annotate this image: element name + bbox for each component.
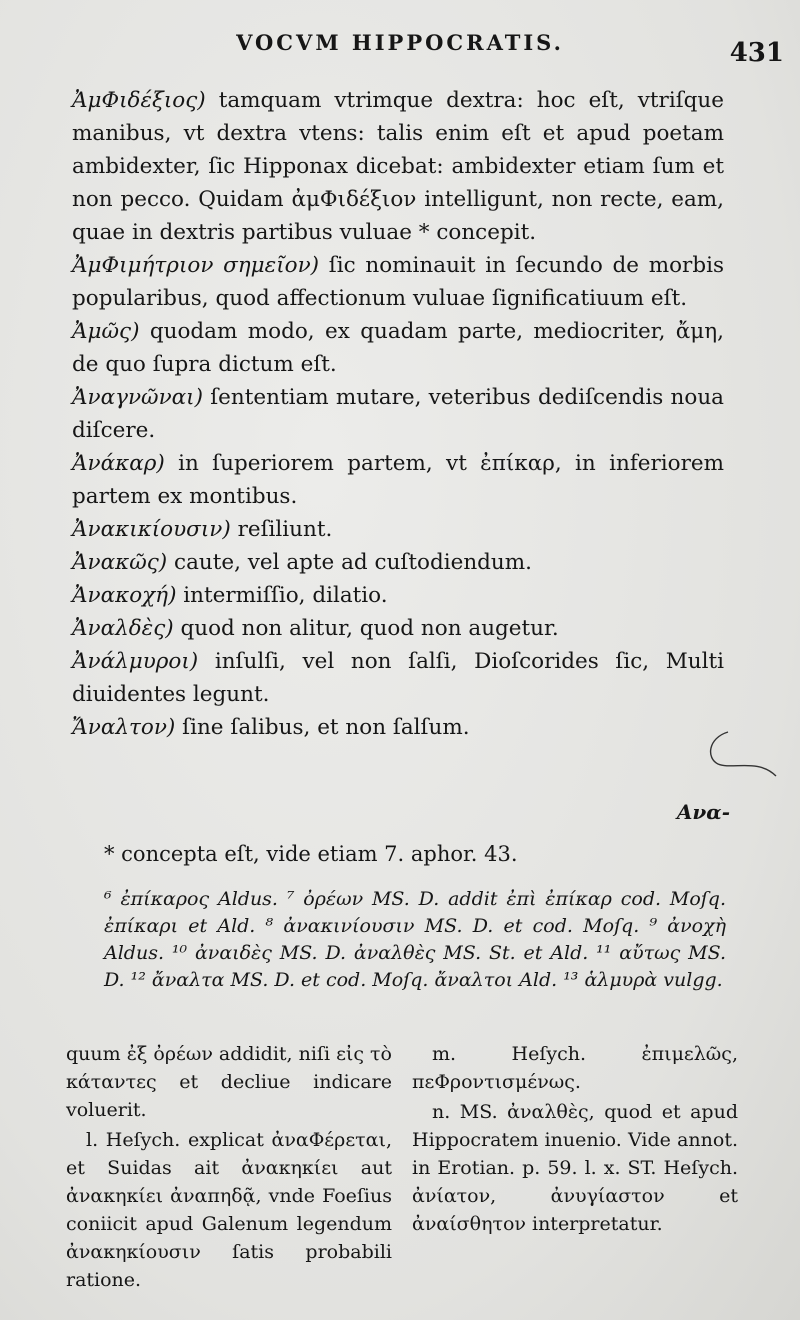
entry-head: ἈμΦιμήτριον σημεῖον) — [72, 253, 320, 278]
entry-text: quod non alitur, quod non augetur. — [173, 616, 559, 641]
entry — [72, 315, 724, 381]
entry-head: Ἀνάκαρ) — [72, 451, 165, 476]
variant-readings: ⁶ ἐπίκαρος Aldus. ⁷ ὀρέων MS. D. addit ἐπὶ ἐπίκαρ cod. Moſq. ἐπίκαρι et Ald. ⁸ ἀνακινίουσιν MS. D. et cod. Moſq. ⁹ ἀνοχὴ Aldus. ¹⁰ ἀναιδὲς MS. D. ἀναλθὲς MS. St. et Ald. ¹¹ αὔτως MS. D. ¹² ἄναλτα MS. D. et cod. Moſq. ἄναλτοι Ald. ¹³ ἁλμυρὰ vulgg. — [104, 888, 726, 991]
entry — [72, 645, 724, 711]
footnote: quum ἐξ ὀρέων addidit, niſi εἰς τὸ κάταντες et decliue indicare voluerit. — [66, 1043, 392, 1121]
entry-text: quodam modo, ex quadam parte, mediocriter, ἄμη, de quo ſupra dictum eſt. — [72, 319, 724, 377]
footnotes-left-column — [66, 1040, 392, 1296]
entry-head: Ἀνακικίουσιν) — [72, 517, 231, 542]
entry — [72, 513, 724, 546]
entry — [72, 612, 724, 645]
entry — [72, 579, 724, 612]
catchword: Ανα- — [676, 800, 730, 824]
entry — [72, 381, 724, 447]
entry-text: ſic nominauit in ſecundo de morbis popularibus, quod affectionum vuluae ſignificatiuum eſt. — [72, 253, 725, 311]
entry-head: Ἀνακῶς) — [72, 550, 168, 575]
running-head: VOCVM HIPPOCRATIS. — [236, 30, 564, 55]
page-number: 431 — [729, 38, 784, 68]
entry-text: intermiſſio, dilatio. — [176, 583, 388, 608]
entry-text: tamquam vtrimque dextra: hoc eſt, vtriſque manibus, vt dextra vtens: talis enim eſt et apud poetam ambidexter, ſic Hipponax dicebat: ambidexter etiam ſum et non pecco. Quidam ἀμΦιδέξιον intelligunt, non recte, eam, quae in dextris partibus vuluae * concepit. — [72, 88, 724, 245]
entry — [72, 711, 724, 744]
footnotes-right-column — [412, 1040, 738, 1240]
entry-text: ſententiam mutare, veteribus dediſcendis noua diſcere. — [72, 385, 724, 443]
entry-text: reſiliunt. — [230, 517, 333, 542]
entry-head: Ἀναγνῶναι) — [72, 385, 203, 410]
entry — [72, 84, 724, 249]
entry-head: Ἀνάλμυροι) — [72, 649, 199, 674]
entry-head: Ἀνακοχή) — [72, 583, 177, 608]
entry-text: in ſuperiorem partem, vt ἐπίκαρ, in inferiorem partem ex montibus. — [72, 451, 724, 509]
entry-head: Ἄναλτον) — [72, 715, 176, 740]
entry-text: caute, vel apte ad cuſtodiendum. — [167, 550, 533, 575]
entry — [72, 447, 724, 513]
entry-head: ἈμΦιδέξιος) — [72, 88, 206, 113]
footnote-star: * concepta eſt, vide etiam 7. aphor. 43. — [104, 842, 518, 866]
entry — [72, 546, 724, 579]
entry-head: Ἀναλδὲς) — [72, 616, 174, 641]
entry-text: inſulſi, vel non ſalſi, Dioſcorides ſic, Multi diuidentes legunt. — [72, 649, 724, 707]
entry-text: ſine ſalibus, et non ſalſum. — [175, 715, 470, 740]
pen-scrawl-mark — [698, 728, 778, 788]
entry-head: Ἀμῶς) — [72, 319, 140, 344]
footnote: n. MS. ἀναλθὲς, quod et apud Hippocratem inuenio. Vide annot. in Erotian. p. 59. l. x. ST. Heſych. ἀνίατον, ἀνυγίαστον et ἀναίσθητον interpretatur. — [412, 1101, 738, 1235]
footnote: m. Heſych. ἐπιμελῶς, πεΦροντισμένως. — [412, 1043, 738, 1093]
main-text — [72, 84, 724, 744]
entry — [72, 249, 724, 315]
footnote: l. Heſych. explicat ἀναΦέρεται, et Suidas ait ἀνακηκίει aut ἀνακηκίει ἀναπηδᾷ, vnde Foeſius coniicit apud Galenum legendum ἀνακηκίουσιν ſatis probabili ratione. — [66, 1129, 392, 1291]
